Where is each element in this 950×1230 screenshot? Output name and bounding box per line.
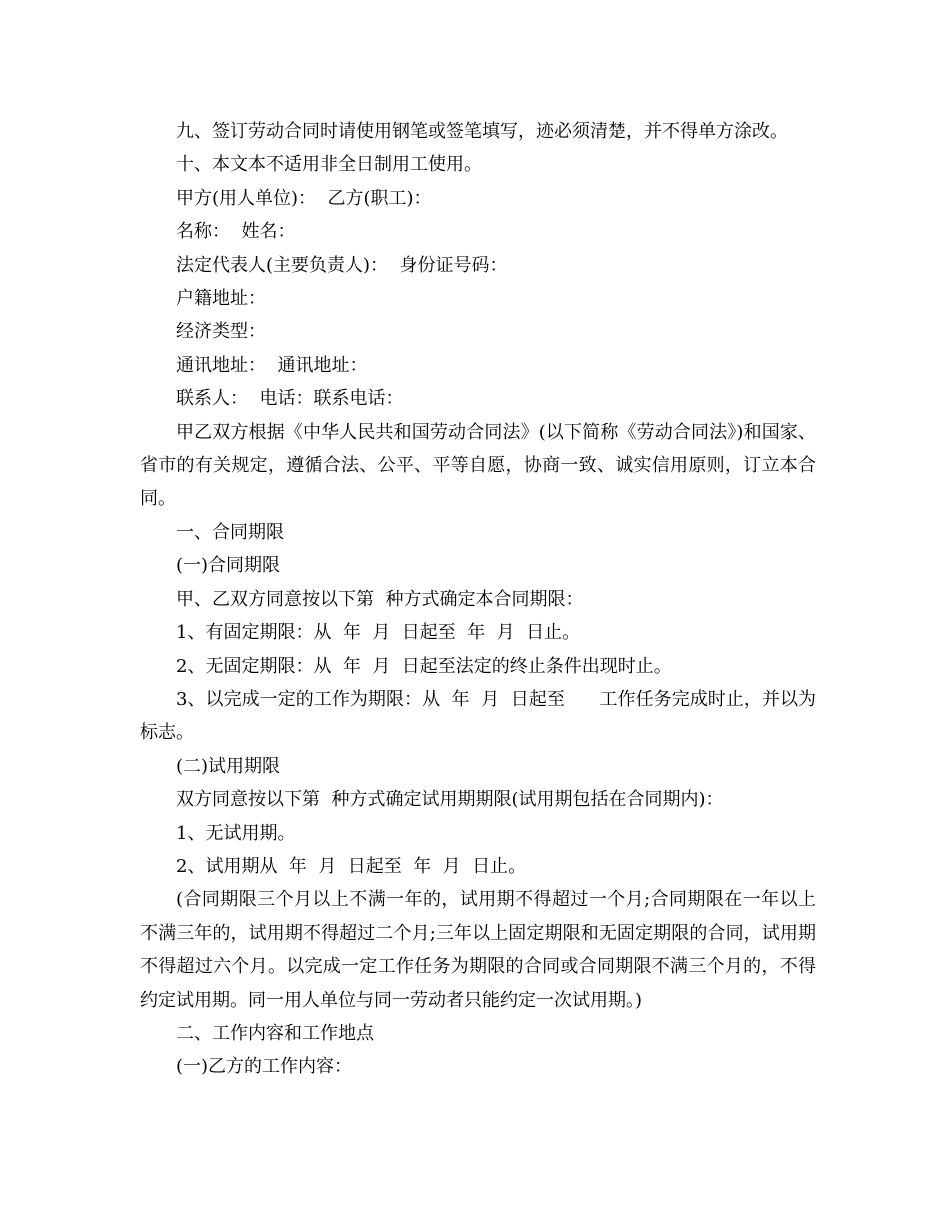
paragraph: 甲乙双方根据《中华人民共和国劳动合同法》(以下简称《劳动合同法》)和国家、省市的有关规定，遵循合法、公平、平等自愿，协商一致、诚实信用原则，订立本合同。 <box>140 421 816 510</box>
section-heading: 一、合同期限 <box>176 521 284 543</box>
paragraph: 通讯地址： 通讯地址： <box>176 354 368 376</box>
paragraph: 户籍地址： <box>176 288 266 310</box>
section-heading: 二、工作内容和工作地点 <box>176 1022 374 1044</box>
subsection-heading: (一)合同期限 <box>176 555 281 577</box>
paragraph: 甲方(用人单位)： 乙方(职工)： <box>176 187 432 209</box>
paragraph: 甲、乙双方同意按以下第 种方式确定本合同期限： <box>176 588 584 610</box>
subsection-heading: (一)乙方的工作内容： <box>176 1056 353 1078</box>
paragraph: 法定代表人(主要负责人)： 身份证号码： <box>176 254 508 276</box>
paragraph: 十、本文本不适用非全日制用工使用。 <box>176 154 482 176</box>
paragraph: 双方同意按以下第 种方式确定试用期期限(试用期包括在合同期内)： <box>176 789 724 811</box>
paragraph: 名称： 姓名： <box>176 221 296 243</box>
paragraph: 九、签订劳动合同时请使用钢笔或签笔填写，迹必须清楚，并不得单方涂改。 <box>176 121 788 142</box>
subsection-heading: (二)试用期限 <box>176 755 281 777</box>
paragraph: 1、无试用期。 <box>176 822 296 844</box>
paragraph: 2、无固定期限：从 年 月 日起至法定的终止条件出现时止。 <box>176 655 672 677</box>
document-body <box>140 115 816 1084</box>
paragraph: 经济类型： <box>176 321 266 343</box>
paragraph: (合同期限三个月以上不满一年的，试用期不得超过一个月;合同期限在一年以上不满三年的，试用期不得超过二个月;三年以上固定期限和无固定期限的合同，试用期不得超过六个月。以完成一定工作任务为期限的合同或合同期限不满三个月的，不得约定试用期。同一用人单位与同一劳动者只能约定一次试用期。) <box>140 889 816 1011</box>
paragraph: 联系人： 电话：联系电话： <box>176 388 404 410</box>
paragraph: 2、试用期从 年 月 日起至 年 月 日止。 <box>176 855 527 877</box>
paragraph: 1、有固定期限：从 年 月 日起至 年 月 日止。 <box>176 622 581 644</box>
paragraph: 3、以完成一定的工作为期限：从 年 月 日起至 工作任务完成时止，并以为标志。 <box>140 688 816 744</box>
